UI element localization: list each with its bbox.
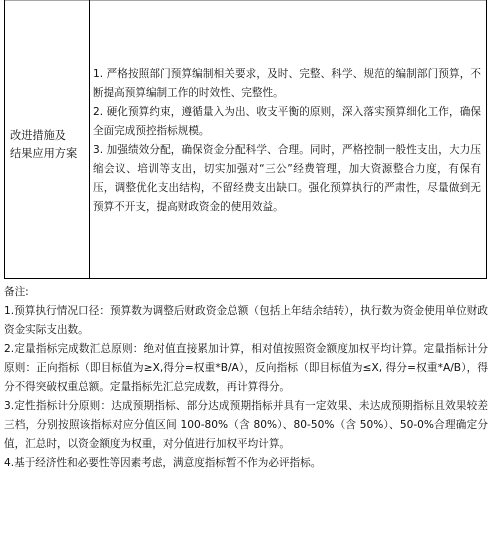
measure-paragraph-3: 3. 加强绩效分配，确保资金分配科学、合理。同时，严格控制一般性支出，大力压缩会议、培训等支出，切实加强对“三公”经费管理，加大资源整合力度，有保有压，调整优化支出结构，不留经费支出缺口。强化预算执行的严肃性，尽量做到无预算不开支，提高财政资金的使用效益。 — [93, 144, 481, 213]
note-item-2: 2.定量指标完成数汇总原则：绝对值直接累加计算，相对值按照资金额度加权平均计算。定量指标计分原则：正向指标（即目标值为≥X,得分=权重*B/A），反向指标（即目标值为≤X, 得分=权重*A/B），得分不得突破权重总额。定量指标先汇总完成数，再计算得分。 — [4, 343, 488, 393]
row-content-cell — [93, 65, 481, 217]
row-label-cell — [10, 127, 82, 163]
row-label-line: 改进措施及 — [10, 129, 66, 142]
notes-section — [4, 283, 488, 473]
measure-paragraph-2: 2. 硬化预算约束，遵循量入为出、收支平衡的原则，深入落实预算细化工作，确保全面完成预控指标规模。 — [93, 106, 481, 137]
measure-paragraph-1: 1. 严格按照部门预算编制相关要求，及时、完整、科学、规范的编制部门预算，不断提高预算编制工作的时效性、完整性。 — [93, 68, 481, 99]
note-item-3: 3.定性指标计分原则：达成预期指标、部分达成预期指标并具有一定效果、未达成预期指标且效果较差三档，分别按照该指标对应分值区间 100-80%（含 80%）、80-50%（含 50%）、50-0%合理确定分值，汇总时，以资金额度为权重，对分值进行加权平均计算。 — [4, 400, 488, 450]
row-label-line: 结果应用方案 — [10, 147, 78, 160]
note-item-4: 4.基于经济性和必要性等因素考虑，满意度指标暂不作为必评指标。 — [4, 457, 322, 469]
column-divider — [89, 0, 90, 278]
table-top-edge — [5, 0, 486, 1]
note-item-1: 1.预算执行情况口径：预算数为调整后财政资金总额（包括上年结余结转），执行数为资金使用单位财政资金实际支出数。 — [4, 305, 488, 336]
notes-title: 备注: — [4, 286, 29, 298]
